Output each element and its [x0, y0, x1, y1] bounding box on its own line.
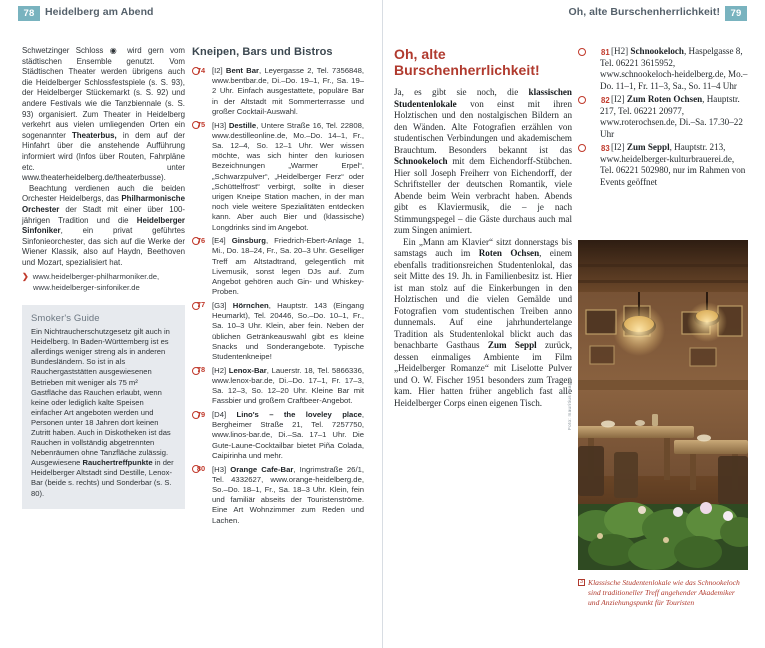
grid-ref: [H3]	[212, 120, 227, 130]
feature-text-f: zurück, dessen einmaliges Ambiente im Film „Heidelberger Romanze“ mit Liselotte Pulver und O. W. Fischer 1951 besonders zum Tragen kam. Hier hatten früher angeblich fast alle Heidelberger Corps einen eigenen Tisch.	[394, 340, 572, 408]
venue-name: Lenox-Bar	[228, 365, 267, 375]
paragraph-orchester	[22, 184, 185, 269]
marker-number: 78	[196, 365, 206, 375]
marker-76	[192, 237, 208, 246]
marker-number: 82	[601, 96, 610, 105]
feature-text-a: Ja, es gibt sie noch, die	[394, 87, 529, 97]
circle-marker-icon	[578, 144, 586, 152]
arrow-icon: ❯	[22, 272, 29, 282]
list-item[interactable]	[192, 366, 364, 407]
paragraph-text: Schwetzinger Schloss ◉ wird gern vom städtischen Ensemble genutzt. Vom Städtischen Theater werden übrigens auch die Heidelberger Schlossfestspiele (s. S. 93), der Heidelberger Stückemarkt (s. S. 92) und andere Festivals wie die Tanzbiennale (s. S. 93) organisiert. Zum Theater in Heidelberg verkehrt aus vielen umliegenden Orten ein sogenannter	[22, 46, 185, 140]
marker-74	[192, 66, 208, 75]
orchester-text-a: Beachtung verdienen auch die beiden Orchester Heidelbergs, das	[22, 183, 185, 204]
studentenlokale-bold: klassischen Studentenlokale	[394, 87, 572, 109]
philharmonisches-orchester-bold: Philharmonische Orchester	[22, 194, 185, 214]
marker-79	[192, 410, 208, 419]
feature-body	[394, 87, 572, 409]
photo-credit: Foto: mauritius images	[567, 376, 572, 430]
grid-ref: [G3]	[212, 300, 227, 310]
list-item[interactable]	[192, 66, 364, 117]
venue-name: Zum Seppl	[626, 142, 670, 152]
right-running-head	[383, 0, 765, 27]
feature-paragraph-two	[394, 237, 572, 410]
marker-number: 77	[196, 300, 206, 310]
feature-text-e: , einem ebenfalls traditionsreichen Studentenlokal, das seit Mitte des 19. Jh. in Familienbesitz ist. Hier ist man stolz auf die Einkerbungen in den Holztischen und die vielen Gemälde und Fotografien vom studentischen Treiben anno dunnemals. Auf eine jahrhundertelange Tradition als Studentenlokal blickt auch das benachbarte Gasthaus	[394, 248, 572, 350]
list-item[interactable]	[192, 465, 364, 526]
venue-name: Bent Bar	[225, 66, 259, 75]
weblink-list	[22, 272, 185, 293]
left-column-one	[22, 46, 185, 509]
venue-details: , Friedrich-Ebert-Anlage 1, Mi., Do. 18–24, Fr., Sa. 20–3 Uhr. Geselliger Treff am Altstadtrand, gelegentlich mit Livemusik, sonst legen DJs auf. Zum Angebot gehören auch Gin- und Whiskey-Proben.	[212, 236, 365, 297]
roten-ochsen-bold: Roten Ochsen	[478, 248, 540, 258]
venue-name: Lino's – the loveley place	[236, 410, 362, 419]
venue-name: Hörnchen	[232, 300, 269, 310]
folio-left: 78	[18, 6, 40, 21]
grid-ref: [D4]	[212, 410, 227, 419]
venue-details: , Haspelgasse 8, Tel. 06221 3615952, www.schnookeloch-heidelberg.de, Mo.–Do. 11–1, Fr. 11–3, Sa., So. 11–4 Uhr	[600, 46, 748, 91]
smokers-guide-title: Smoker's Guide	[31, 313, 100, 325]
grid-ref: [H3]	[212, 464, 227, 474]
marker-number: 83	[601, 144, 610, 153]
running-title-right: Oh, alte Burschenherrlichkeit!	[568, 6, 720, 18]
feature-text-d: Ein „Mann am Klavier“ sitzt donnerstags bis samstags auch im	[394, 236, 572, 258]
venue-name: Destille	[228, 120, 257, 130]
venue-details: , Hauptstr. 217, Tel. 06221 20977, www.roterochsen.de, Di.–Sa. 17.30–22 Uhr	[600, 94, 743, 139]
marker-78	[192, 366, 208, 375]
photo-caption	[578, 578, 748, 608]
left-running-head	[0, 0, 382, 27]
list-item[interactable]	[192, 236, 364, 297]
venue-name: Schnookeloch	[630, 46, 684, 56]
marker-83	[600, 142, 609, 152]
venue-details: , Lauerstr. 18, Tel. 5866336, www.lenox-bar.de, Di.–Do. 17–1, Fr. 17–3, Sa. 12–3, So. 12–20 Uhr. Kleine Bar mit Fassbier und großem Craftbeer-Angebot.	[212, 365, 364, 406]
caption-text: Klassische Studentenlokale wie das Schnookeloch sind traditioneller Treff angehender Akademiker und Anziehungspunkt für Touristen	[588, 578, 740, 607]
theaterbus-bold: Theaterbus,	[71, 130, 117, 140]
weblink-philharmoniker[interactable]: www.heidelberger-philharmoniker.de,	[32, 272, 160, 282]
circle-marker-icon	[578, 48, 586, 56]
feature-title: Oh, alte Burschenherrlichkeit!	[394, 46, 540, 78]
photo-illustration	[578, 240, 748, 570]
marker-number: 81	[601, 48, 610, 57]
venue-name: Zum Roten Ochsen	[626, 94, 703, 104]
grid-ref: [H2]	[212, 365, 227, 375]
feature-text-c: mit dem Eichendorff-Stübchen. Hier soll Joseph Freiherr von Eichendorff, der Schriftsteller der deutschen Romantik, viele Abende beim Wein verbracht haben. Abends gibt es Klaviermusik, die – je nach Stimmungspegel – die Gäste durchaus auch mal zum Singen animiert.	[394, 156, 572, 235]
right-listing-column	[578, 46, 748, 190]
smokers-guide-box	[22, 305, 185, 509]
sinfoniker-bold: Heidelberger Sinfoniker	[22, 215, 185, 236]
zum-seppl-bold: Zum Seppl	[487, 340, 537, 350]
marker-number: 75	[196, 120, 206, 130]
schnookeloch-bold: Schnookeloch	[394, 156, 448, 166]
paragraph-schwetzingen	[22, 46, 185, 184]
grid-ref: [H2]	[610, 46, 629, 56]
list-item[interactable]	[192, 301, 364, 362]
left-column-two	[192, 46, 364, 529]
grid-ref: [E4]	[212, 236, 226, 246]
feature-paragraph-one	[394, 87, 572, 237]
marker-number: 74	[196, 65, 206, 75]
tavern-photograph	[578, 240, 748, 570]
running-title-left: Heidelberg am Abend	[45, 6, 154, 18]
weblink-sinfoniker[interactable]: www.heidelberger-sinfoniker.de	[33, 282, 140, 292]
venue-details: , Untere Straße 16, Tel. 22808, www.destilleonline.de, Mo.–Do. 14–1, Fr., Sa. 12–4, So. 12–1 Uhr. Wer wissen möchte, was sich hinter den kuriosen Bezeichnungen „Warmer Erpel“, „Schwarzpulver“, „Heidelberger Ferz“ oder „Schüttelfrost“ verbirgt, sollte in dieser urigen Kneipe Station machen, in der man noch viele weitere Spezialitäten entdecken kann. Aber auch Bier und (klassische) Longdrinks sind im Angebot.	[212, 120, 365, 232]
venue-details: , Bergheimer Straße 21, Tel. 7257750, www.linos-bar.de, Di.–Sa. 17–1 Uhr. Die Gute-Laune-Cocktailbar bietet Piña Colada, Caipirinha und mehr.	[212, 410, 365, 460]
feature-column	[394, 46, 572, 409]
list-item[interactable]	[578, 94, 748, 140]
marker-number: 80	[196, 464, 206, 474]
marker-81	[600, 46, 609, 56]
venue-details: , Hauptstr. 213, www.heidelberger-kulturbrauerei.de, Tel. 06221 502980, nur im Rahmen von Events geöffnet	[600, 142, 746, 187]
paragraph-text-rest: in dem auf der Hinfahrt über die anstehende Aufführung informiert wird (Infos über Routen, Fahrpläne etc. unter www.theaterheidelberg.de/theaterbusse).	[22, 130, 185, 183]
list-item[interactable]	[578, 142, 748, 188]
venue-details: , Hauptstr. 143 (Eingang Heumarkt), Tel. 20446, So.–Do. 10–1, Fr., Sa. 10–3 Uhr. Klein, aber fein. Neben der üblichen Getränkeauswahl gibt es kleine Snacks und Sonderangebote. Typische Studentenkneipe!	[212, 300, 364, 361]
feature-text-b: von einst mit ihren Holztischen und den nostalgischen Bildern an den Wänden. Alte Fotografien erzählen von studentischen Verbindungen und akademischem Brauchtum. Besonders bekannt ist das	[394, 98, 572, 155]
marker-number: 79	[196, 409, 206, 419]
grid-ref: [I2]	[610, 94, 625, 104]
marker-80	[192, 465, 208, 474]
folio-right: 79	[725, 6, 747, 21]
list-item[interactable]	[192, 121, 364, 233]
marker-77	[192, 301, 208, 310]
marker-82	[600, 94, 609, 104]
body-text-block	[22, 46, 185, 268]
smokers-guide-text	[31, 327, 176, 499]
marker-number: 76	[196, 235, 206, 245]
circle-marker-icon	[578, 96, 586, 104]
marker-75	[192, 121, 208, 130]
list-item[interactable]	[192, 410, 364, 461]
smokers-text-b: in der Heidelberger Altstadt sind Destille, Lenox-Bar (beide s. rechts) und Sonderbar (s. S. 80).	[31, 458, 174, 498]
grid-ref: [I2]	[212, 66, 223, 75]
smokers-text-a: Ein Nichtraucherschutzgesetz gilt auch in Heidelberg. In Baden-Württemberg ist es allerdings weniger streng als in anderen Bundesländern. So ist in als Rauchergaststätten ausgewiesenen Betrieben mit weniger als 75 m² Gastfläche das Rauchen erlaubt, wenn keine oder lediglich kalte Speisen einfacher Art angeboten werden und Personen unter 18 Jahren dort keinen Zutritt haben. Auch in Diskotheken ist das Rauchen in vollständig abgetrennten Nebenräumen ohne Tanzfläche zulässig. Ausgewiesene	[31, 327, 171, 468]
list-item[interactable]	[578, 46, 748, 92]
venue-name: Ginsburg	[231, 236, 266, 246]
listing-heading: Kneipen, Bars und Bistros	[192, 46, 333, 58]
rauchertreffpunkte-bold: Rauchertreffpunkte	[82, 458, 153, 468]
venue-details: , Ingrimstraße 26/1, Tel. 4332627, www.orange-heidelberg.de, So.–Do. 18–1, Fr., Sa. 18–3 Uhr. Klein, fein und familiär abseits der Touristenströme. Eine Art Wohnzimmer zum Reden und Lachen.	[212, 464, 364, 525]
venue-details: , Leyergasse 2, Tel. 7356848, www.bentbar.de, Di.–Do. 19–1, Fr., Sa. 19–2 Uhr. Einfach ausgestattete, populäre Bar in der Altstadt mit Sommerterrasse und großer Cocktail-Auswahl.	[212, 66, 364, 116]
orchester-text-c: , ein privat geführtes Sinfonieorchester, das sich auf die Werke der Wiener Klassik, also auf Haydn, Beethoven und Mozart, spezialisiert hat.	[22, 226, 185, 267]
grid-ref: [I2]	[610, 142, 625, 152]
orchester-text-b: der Stadt mit einer über 100-jährigen Tradition und die	[22, 204, 185, 225]
weblink-row[interactable]	[22, 272, 185, 282]
left-page	[0, 0, 382, 648]
caption-marker: 3	[580, 578, 583, 585]
venue-name: Orange Cafe-Bar	[230, 464, 294, 474]
